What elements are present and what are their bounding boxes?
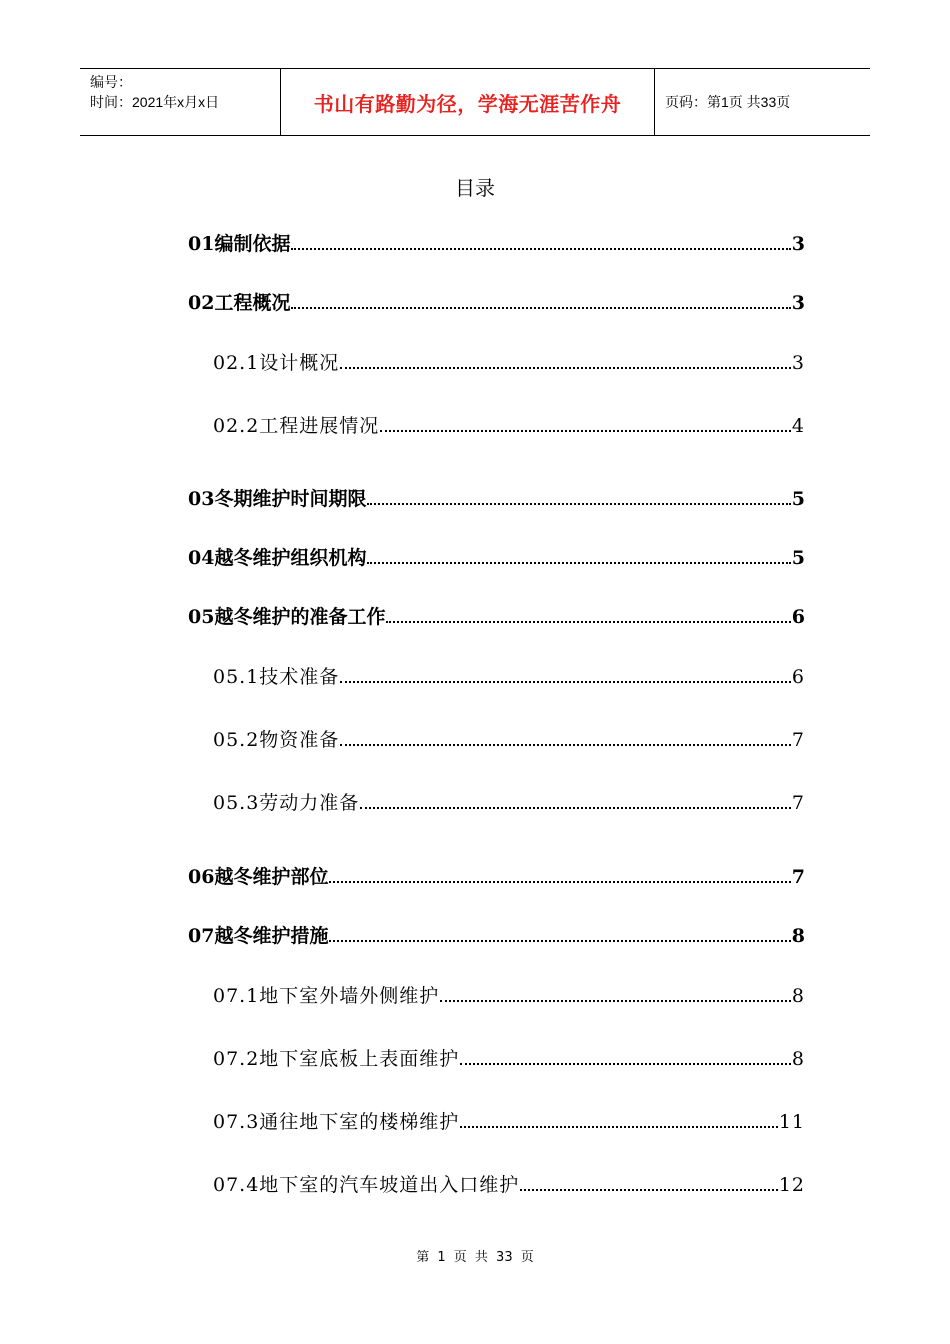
page-footer: 第 1 页 共 33 页 [416, 1250, 534, 1265]
toc-leader [291, 247, 790, 250]
toc-leader [520, 1188, 778, 1191]
toc-entry[interactable] [213, 662, 805, 690]
toc-title: 目录 [455, 176, 495, 200]
toc-entry-label: 07.2地下室底板上表面维护 [213, 1048, 460, 1070]
toc-entry[interactable] [213, 1170, 805, 1198]
toc-entry-page: 12 [778, 1174, 805, 1196]
toc-entry-label: 04越冬维护组织机构 [188, 547, 367, 569]
toc-entry[interactable] [213, 348, 805, 376]
toc-entry-label: 05越冬维护的准备工作 [188, 606, 386, 628]
page-header [80, 68, 870, 136]
toc-entry-label: 07.1地下室外墙外侧维护 [213, 985, 440, 1007]
header-left-cell [80, 69, 281, 135]
toc-entry-label: 06越冬维护部位 [188, 866, 329, 888]
toc-entry-label: 02.2工程进展情况 [213, 415, 380, 437]
toc-entry[interactable] [188, 921, 805, 949]
toc-entry-label: 02.1设计概况 [213, 352, 340, 374]
toc-entry-label: 05.1技术准备 [213, 666, 340, 688]
toc-entry-page: 7 [791, 866, 805, 888]
toc-entry-page: 3 [791, 352, 805, 374]
header-motto: 书山有路勤为径，学海无涯苦作舟 [281, 69, 655, 135]
toc-leader [460, 1062, 791, 1065]
toc-entry[interactable] [188, 543, 805, 571]
toc-leader [440, 999, 791, 1002]
toc-entry[interactable] [188, 288, 805, 316]
toc-entry-page: 6 [791, 666, 805, 688]
toc-entry-label: 02工程概况 [188, 292, 291, 314]
toc-leader [386, 620, 790, 623]
toc-leader [360, 806, 791, 809]
toc-entry-page: 3 [791, 233, 805, 255]
toc-entry-page: 4 [791, 415, 805, 437]
toc-entry-label: 05.3劳动力准备 [213, 792, 360, 814]
toc-entry-page: 11 [778, 1111, 805, 1133]
toc-entry[interactable] [188, 602, 805, 630]
toc-leader [380, 429, 791, 432]
toc-entry[interactable] [213, 1107, 805, 1135]
toc-entry[interactable] [213, 411, 805, 439]
time-label: 时间：2021年x月x日 [90, 94, 220, 110]
toc-entry-page: 8 [791, 925, 805, 947]
toc-entry-page: 6 [791, 606, 805, 628]
toc-leader [329, 939, 790, 942]
toc-leader [340, 743, 791, 746]
toc-entry[interactable] [188, 229, 805, 257]
toc-entry[interactable] [213, 788, 805, 816]
toc-entry-label: 01编制依据 [188, 233, 291, 255]
toc-entry-page: 5 [791, 488, 805, 510]
toc-leader [340, 366, 791, 369]
toc-entry-page: 7 [791, 792, 805, 814]
toc-entry[interactable] [213, 981, 805, 1009]
toc-leader [329, 880, 790, 883]
toc-leader [340, 680, 791, 683]
toc-entry-label: 07.4地下室的汽车坡道出入口维护 [213, 1174, 520, 1196]
toc-entry-page: 8 [791, 1048, 805, 1070]
toc-entry[interactable] [188, 484, 805, 512]
toc-leader [291, 306, 790, 309]
toc-entry-page: 7 [791, 729, 805, 751]
header-page-info: 页码：第1页 共33页 [665, 94, 791, 110]
toc-entry-page: 8 [791, 985, 805, 1007]
toc-leader [367, 561, 790, 564]
toc-entry-label: 05.2物资准备 [213, 729, 340, 751]
toc-leader [460, 1125, 778, 1128]
toc-entry-label: 07.3通往地下室的楼梯维护 [213, 1111, 460, 1133]
number-label: 编号： [90, 74, 132, 90]
toc-entry-label: 03冬期维护时间期限 [188, 488, 367, 510]
toc-entry-page: 5 [791, 547, 805, 569]
toc-leader [367, 502, 790, 505]
toc-entry[interactable] [213, 725, 805, 753]
toc-entry-label: 07越冬维护措施 [188, 925, 329, 947]
toc-entry[interactable] [188, 862, 805, 890]
toc-entry[interactable] [213, 1044, 805, 1072]
toc-entry-page: 3 [791, 292, 805, 314]
